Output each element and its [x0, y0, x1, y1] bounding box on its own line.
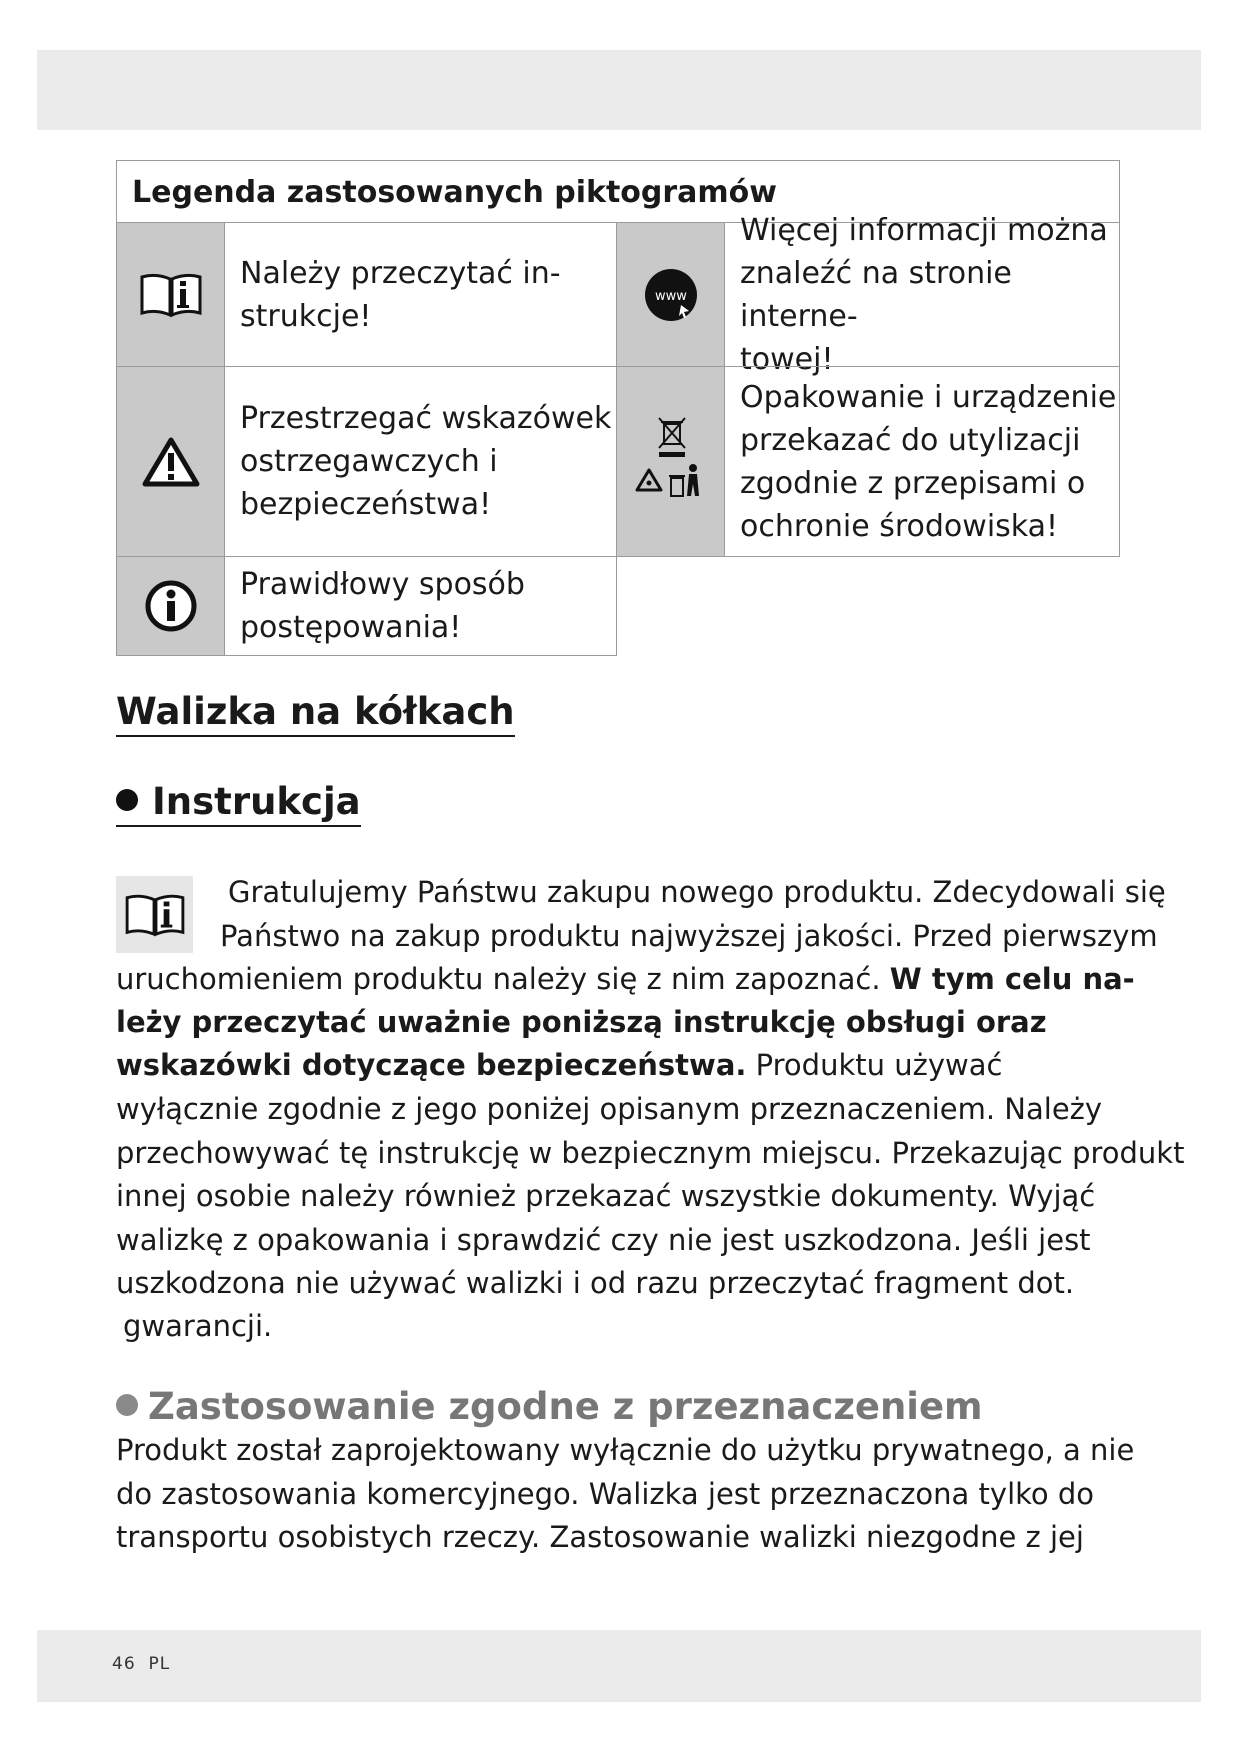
legend-text-cell [724, 212, 1120, 377]
legend-line: Należy przeczytać in- [240, 255, 561, 291]
legend-icon-cell [116, 222, 225, 367]
header-band [37, 50, 1201, 130]
legend-line: przekazać do utylizacji [740, 422, 1081, 458]
legend-text-cell [724, 366, 1120, 557]
section-heading-use [116, 1385, 983, 1428]
legend-line: zgodnie z przepisami o [740, 465, 1086, 501]
legend-icon-cell [116, 366, 225, 557]
intro-line [116, 1001, 1047, 1045]
legend-icon-cell [116, 556, 225, 656]
legend-icon-cell [616, 366, 725, 557]
legend-line: ochronie środowiska! [740, 508, 1059, 544]
www-icon [643, 267, 699, 323]
book-info-icon [123, 890, 187, 940]
intro-bold-text: wskazówki dotyczące bezpieczeństwa. [116, 1048, 747, 1082]
intro-line: gwarancji. [123, 1309, 273, 1343]
book-info-icon [138, 269, 204, 321]
intro-bold-text: leży przeczytać uważnie poniższą instrukcję obsługi oraz [116, 1005, 1047, 1039]
legend-line: Prawidłowy sposób [240, 567, 525, 602]
legend-icon-cell [616, 222, 725, 367]
legend-text-cell [224, 556, 617, 656]
intro-line: przechowywać tę instrukcję w bezpiecznym miejscu. Przekazując produkt [116, 1136, 1185, 1170]
legend-line: Przestrzegać wskazówek [240, 401, 612, 436]
intro-line [116, 958, 1135, 1002]
section-heading-instructions [116, 780, 361, 827]
page-language: PL [148, 1654, 171, 1674]
use-line: Produkt został zaprojektowany wyłącznie do użytku prywatnego, a nie [116, 1433, 1135, 1467]
bullet-icon [116, 1394, 138, 1416]
legend-line: strukcje! [240, 298, 372, 334]
legend-line: towej! [740, 341, 834, 377]
legend-line: znaleźć na stronie interne- [740, 255, 1012, 334]
intro-line: Państwo na zakup produktu najwyższej jakości. Przed pierwszym [220, 919, 1158, 953]
legend-title: Legenda zastosowanych piktogramów [116, 160, 1120, 223]
intro-bold-text: W tym celu na- [889, 962, 1135, 996]
intro-line [116, 1044, 1002, 1088]
legend-text-cell [224, 222, 617, 367]
page-number [112, 1654, 170, 1674]
intro-line: wyłącznie zgodnie z jego poniżej opisanym przeznaczeniem. Należy [116, 1092, 1103, 1126]
intro-text: Produktu używać [746, 1048, 1003, 1082]
www-icon-label: www [654, 288, 687, 304]
bullet-icon [116, 789, 138, 811]
intro-line: uszkodzona nie używać walizki i od razu przeczytać fragment dot. [116, 1266, 1075, 1300]
info-circle-icon [144, 579, 198, 633]
use-line: transportu osobistych rzeczy. Zastosowanie walizki niezgodne z jej [116, 1520, 1084, 1554]
pictogram-legend-table [116, 160, 1120, 656]
legend-line: bezpieczeństwa! [240, 487, 492, 522]
footer-band [37, 1630, 1201, 1702]
intro-text: uruchomieniem produktu należy się z nim zapoznać. [116, 962, 890, 996]
intro-line: Gratulujemy Państwu zakupu nowego produktu. Zdecydowali się [228, 875, 1166, 909]
section-heading-text: Instrukcja [152, 780, 361, 823]
legend-line: Opakowanie i urządzenie [740, 379, 1117, 415]
section-heading-text: Zastosowanie zgodne z przeznaczeniem [148, 1385, 983, 1428]
page-title: Walizka na kółkach [116, 690, 515, 737]
legend-line: postępowania! [240, 610, 462, 645]
intro-line: walizkę z opakowania i sprawdzić czy nie jest uszkodzona. Jeśli jest [116, 1223, 1091, 1257]
warning-triangle-icon [141, 436, 201, 488]
intro-line: innej osobie należy również przekazać wszystkie dokumenty. Wyjąć [116, 1179, 1096, 1213]
legend-text-cell [224, 366, 617, 557]
page-number-value: 46 [112, 1654, 136, 1674]
use-line: do zastosowania komercyjnego. Walizka jest przeznaczona tylko do [116, 1477, 1094, 1511]
intro-book-info-icon [116, 876, 193, 953]
recycling-disposal-icon [631, 412, 711, 512]
legend-line: Więcej informacji można [740, 212, 1108, 248]
legend-line: ostrzegawczych i [240, 444, 498, 479]
